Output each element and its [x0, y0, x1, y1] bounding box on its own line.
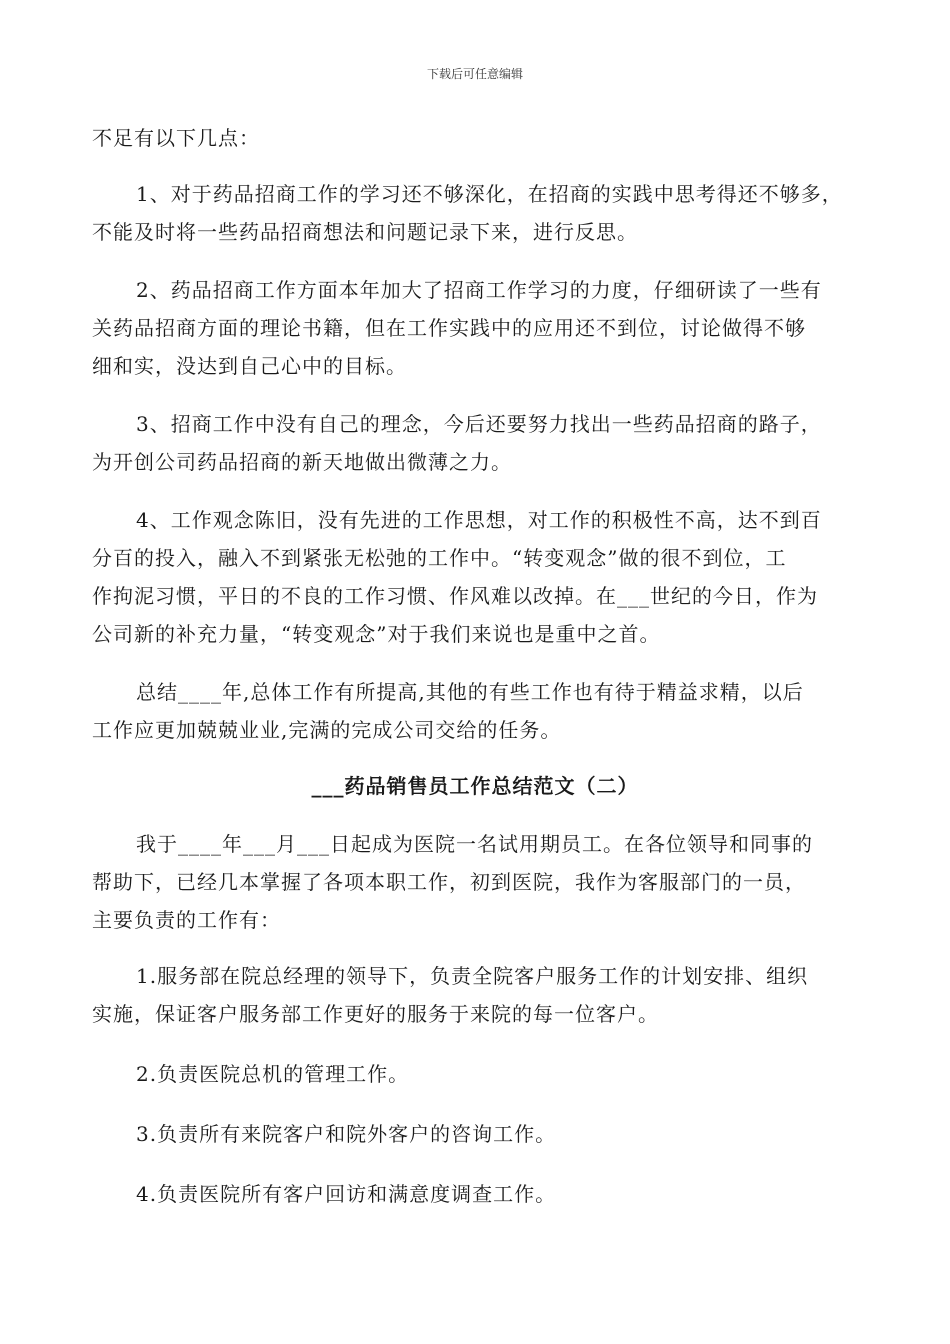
page-header-note: 下载后可任意编辑	[426, 67, 523, 81]
part2-intro-line-1: 我于____年___月___日起成为医院一名试用期员工。在各位领导和同事的	[136, 832, 813, 856]
item-3-line-1: 3、招商工作中没有自己的理念，今后还要努力找出一些药品招商的路子，	[136, 412, 822, 436]
item-4-line-4: 公司新的补充力量，“转变观念”对于我们来说也是重中之首。	[92, 622, 661, 646]
item-1-line-1: 1、对于药品招商工作的学习还不够深化，在招商的实践中思考得还不够多，	[136, 182, 843, 206]
intro-line: 不足有以下几点：	[92, 126, 260, 150]
item-1-line-2: 不能及时将一些药品招商想法和问题记录下来，进行反思。	[92, 220, 638, 244]
part2-intro-line-2: 帮助下，已经几本掌握了各项本职工作，初到医院，我作为客服部门的一员，	[92, 870, 806, 894]
part2-intro-line-3: 主要负责的工作有：	[92, 908, 281, 932]
item-4-line-1: 4、工作观念陈旧，没有先进的工作思想，对工作的积极性不高，达不到百	[136, 508, 822, 532]
item-2-line-3: 细和实，没达到自己心中的目标。	[92, 354, 407, 378]
item-4-line-3: 作拘泥习惯，平日的不良的工作习惯、作风难以改掉。在___世纪的今日，作为	[92, 584, 818, 608]
item-4-line-2: 分百的投入，融入不到紧张无松弛的工作中。“转变观念”做的很不到位，工	[92, 546, 787, 570]
duty-1-line-1: 1.服务部在院总经理的领导下，负责全院客户服务工作的计划安排、组织	[136, 964, 809, 988]
duty-1-line-2: 实施，保证客户服务部工作更好的服务于来院的每一位客户。	[92, 1002, 659, 1026]
summary-line-2: 工作应更加兢兢业业,完满的完成公司交给的任务。	[92, 718, 562, 742]
duty-3-line: 3.负责所有来院客户和院外客户的咨询工作。	[136, 1122, 557, 1146]
item-3-line-2: 为开创公司药品招商的新天地做出微薄之力。	[92, 450, 512, 474]
item-2-line-1: 2、药品招商工作方面本年加大了招商工作学习的力度，仔细研读了一些有	[136, 278, 822, 302]
summary-line-1: 总结____年,总体工作有所提高,其他的有些工作也有待于精益求精，以后	[136, 680, 804, 704]
item-2-line-2: 关药品招商方面的理论书籍，但在工作实践中的应用还不到位，讨论做得不够	[92, 316, 806, 340]
section-title: ___药品销售员工作总结范文（二）	[311, 774, 639, 798]
duty-4-line: 4.负责医院所有客户回访和满意度调查工作。	[136, 1182, 557, 1206]
duty-2-line: 2.负责医院总机的管理工作。	[136, 1062, 410, 1086]
